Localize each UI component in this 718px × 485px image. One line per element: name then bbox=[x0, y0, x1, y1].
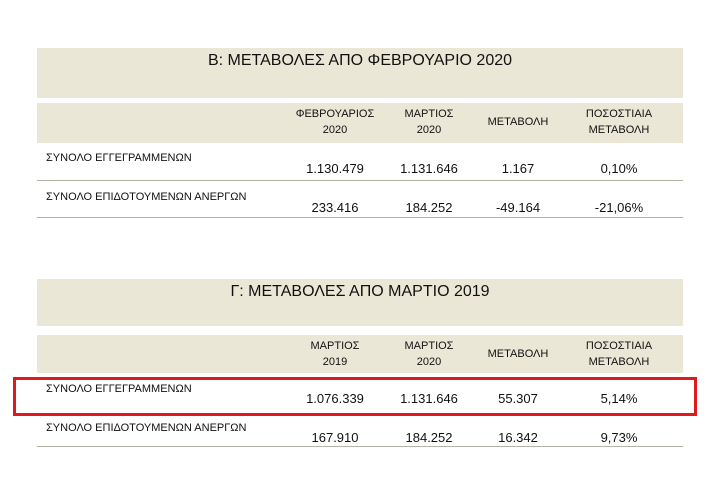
section-b-row2-label: ΣΥΝΟΛΟ ΕΠΙΔΟΤΟΥΜΕΝΩΝ ΑΝΕΡΓΩΝ bbox=[46, 191, 247, 203]
section-b-row1-col3: 1.167 bbox=[501, 161, 535, 176]
section-b-row2-col1: 233.416 bbox=[311, 200, 359, 215]
section-b-row1-col4: 0,10% bbox=[600, 161, 638, 176]
section-c-row2-col2: 184.252 bbox=[405, 430, 453, 445]
section-b-row1-divider bbox=[37, 180, 683, 181]
section-c-header-col1 bbox=[290, 338, 380, 370]
section-c-header-col4 bbox=[574, 338, 664, 370]
section-b-header-col4 bbox=[574, 106, 664, 138]
section-c-header-col3-text: ΜΕΤΑΒΟΛΗ bbox=[487, 348, 549, 360]
section-c-header-col1-text: ΜΑΡΤΙΟΣ 2019 bbox=[310, 340, 360, 368]
section-c-row2-label: ΣΥΝΟΛΟ ΕΠΙΔΟΤΟΥΜΕΝΩΝ ΑΝΕΡΓΩΝ bbox=[46, 422, 247, 434]
section-c-row2-col4: 9,73% bbox=[600, 430, 638, 445]
section-b-header-col2-text: ΜΑΡΤΙΟΣ 2020 bbox=[404, 108, 454, 136]
section-c-row1-label: ΣΥΝΟΛΟ ΕΓΓΕΓΡΑΜΜΕΝΩΝ bbox=[46, 383, 192, 395]
section-b-row2-col4: -21,06% bbox=[594, 200, 644, 215]
section-b-row1-col1: 1.130.479 bbox=[306, 161, 364, 176]
section-c-row1-col4: 5,14% bbox=[600, 391, 638, 406]
section-c-row1-col2: 1.131.646 bbox=[400, 391, 458, 406]
section-b-row2-col3: -49.164 bbox=[495, 200, 541, 215]
section-c-row2-divider bbox=[37, 446, 683, 447]
section-b-header-col1 bbox=[290, 106, 380, 138]
section-b-header-col4-text: ΠΟΣΟΣΤΙΑΙΑ ΜΕΤΑΒΟΛΗ bbox=[585, 108, 653, 136]
section-b-header-col3 bbox=[473, 114, 563, 130]
section-c-header-col3 bbox=[473, 346, 563, 362]
highlight-box bbox=[13, 377, 697, 416]
section-c-header-col2 bbox=[384, 338, 474, 370]
section-b-header-col2 bbox=[384, 106, 474, 138]
section-b-row2-divider bbox=[37, 217, 683, 218]
section-c-row2-col1: 167.910 bbox=[311, 430, 359, 445]
section-b-title: B: ΜΕΤΑΒΟΛΕΣ ΑΠΟ ΦΕΒΡΟΥΑΡΙΟ 2020 bbox=[207, 52, 513, 69]
section-c-row1-col3: 55.307 bbox=[498, 391, 538, 406]
section-c-row1-col1: 1.076.339 bbox=[306, 391, 364, 406]
section-c-row2-col3: 16.342 bbox=[498, 430, 538, 445]
section-c-header-col2-text: ΜΑΡΤΙΟΣ 2020 bbox=[404, 340, 454, 368]
section-b-header-col1-text: ΦΕΒΡΟΥΑΡΙΟΣ 2020 bbox=[295, 108, 375, 136]
section-c-title: Γ: ΜΕΤΑΒΟΛΕΣ ΑΠΟ ΜΑΡΤΙΟ 2019 bbox=[230, 283, 490, 300]
section-b-row1-label: ΣΥΝΟΛΟ ΕΓΓΕΓΡΑΜΜΕΝΩΝ bbox=[46, 152, 192, 164]
section-c-header-col4-text: ΠΟΣΟΣΤΙΑΙΑ ΜΕΤΑΒΟΛΗ bbox=[585, 340, 653, 368]
section-b-row2-col2: 184.252 bbox=[405, 200, 453, 215]
section-b-header-col3-text: ΜΕΤΑΒΟΛΗ bbox=[487, 116, 549, 128]
section-b-row1-col2: 1.131.646 bbox=[400, 161, 458, 176]
